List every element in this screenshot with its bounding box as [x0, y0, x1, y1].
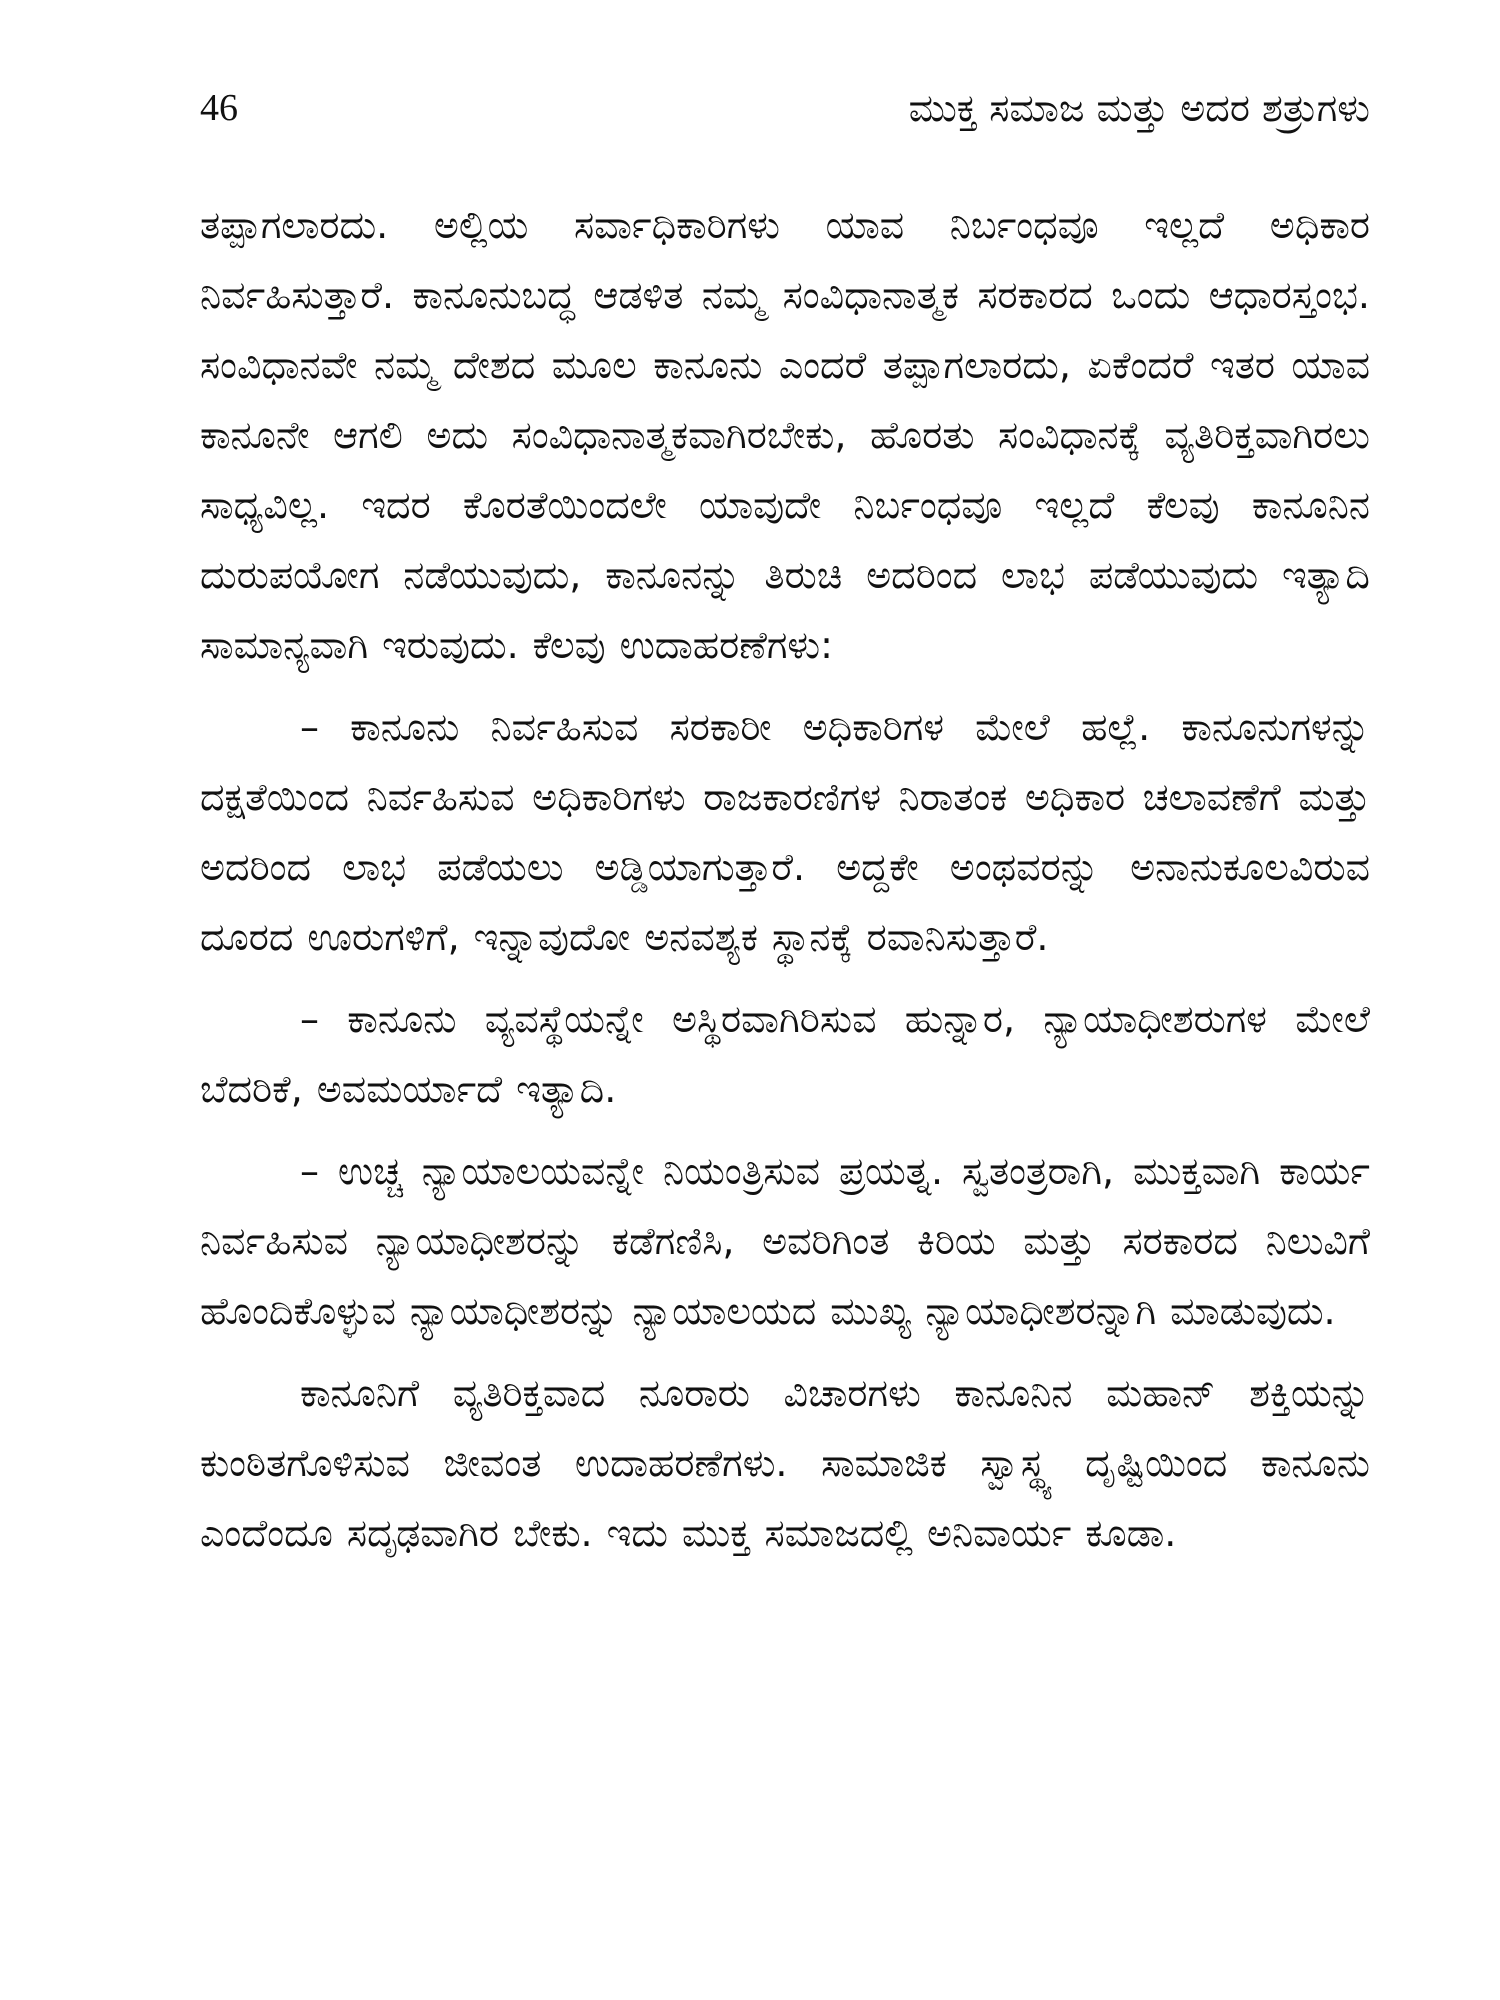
paragraph-conclusion: ಕಾನೂನಿಗೆ ವ್ಯತಿರಿಕ್ತವಾದ ನೂರಾರು ವಿಚಾರಗಳು ಕಾನೂನಿನ ಮಹಾನ್ ಶಕ್ತಿಯನ್ನು ಕುಂಠಿತಗೊಳಿಸುವ ಜೀವಂತ ಉದಾಹರಣೆಗಳು. ಸಾಮಾಜಿಕ ಸ್ವಾಸ್ಥ್ಯ ದೃಷ್ಟಿಯಿಂದ ಕಾನೂನು ಎಂದೆಂದೂ ಸದೃಢವಾಗಿರ ಬೇಕು. ಇದು ಮುಕ್ತ ಸಮಾಜದಲ್ಲಿ ಅನಿವಾರ್ಯ ಕೂಡಾ.: [200, 1371, 1370, 1555]
book-title: ಮುಕ್ತ ಸಮಾಜ ಮತ್ತು ಅದರ ಶತ್ರುಗಳು: [908, 86, 1370, 130]
page-number: 46: [200, 87, 238, 129]
paragraph-example-2: – ಕಾನೂನು ವ್ಯವಸ್ಥೆಯನ್ನೇ ಅಸ್ಥಿರವಾಗಿರಿಸುವ ಹುನ್ನಾರ, ನ್ಯಾಯಾಧೀಶರುಗಳ ಮೇಲೆ ಬೆದರಿಕೆ, ಅವಮರ್ಯಾದೆ ಇತ್ಯಾದಿ.: [200, 997, 1370, 1111]
running-header: [200, 80, 1370, 140]
body-text: [200, 190, 1370, 1580]
paragraph-example-1: – ಕಾನೂನು ನಿರ್ವಹಿಸುವ ಸರಕಾರೀ ಅಧಿಕಾರಿಗಳ ಮೇಲೆ ಹಲ್ಲೆ. ಕಾನೂನುಗಳನ್ನು ದಕ್ಷತೆಯಿಂದ ನಿರ್ವಹಿಸುವ ಅಧಿಕಾರಿಗಳು ರಾಜಕಾರಣಿಗಳ ನಿರಾತಂಕ ಅಧಿಕಾರ ಚಲಾವಣೆಗೆ ಮತ್ತು ಅದರಿಂದ ಲಾಭ ಪಡೆಯಲು ಅಡ್ಡಿಯಾಗುತ್ತಾರೆ. ಅದ್ದಕೇ ಅಂಥವರನ್ನು ಅನಾನುಕೂಲವಿರುವ ದೂರದ ಊರುಗಳಿಗೆ, ಇನ್ನಾವುದೋ ಅನವಶ್ಯಕ ಸ್ಥಾನಕ್ಕೆ ರವಾನಿಸುತ್ತಾರೆ.: [200, 705, 1370, 959]
paragraph-intro: ತಪ್ಪಾಗಲಾರದು. ಅಲ್ಲಿಯ ಸರ್ವಾಧಿಕಾರಿಗಳು ಯಾವ ನಿರ್ಬಂಧವೂ ಇಲ್ಲದೆ ಅಧಿಕಾರ ನಿರ್ವಹಿಸುತ್ತಾರೆ. ಕಾನೂನುಬದ್ಧ ಆಡಳಿತ ನಮ್ಮ ಸಂವಿಧಾನಾತ್ಮಕ ಸರಕಾರದ ಒಂದು ಆಧಾರಸ್ತಂಭ. ಸಂವಿಧಾನವೇ ನಮ್ಮ ದೇಶದ ಮೂಲ ಕಾನೂನು ಎಂದರೆ ತಪ್ಪಾಗಲಾರದು, ಏಕೆಂದರೆ ಇತರ ಯಾವ ಕಾನೂನೇ ಆಗಲಿ ಅದು ಸಂವಿಧಾನಾತ್ಮಕವಾಗಿರಬೇಕು, ಹೊರತು ಸಂವಿಧಾನಕ್ಕೆ ವ್ಯತಿರಿಕ್ತವಾಗಿರಲು ಸಾಧ್ಯವಿಲ್ಲ. ಇದರ ಕೊರತೆಯಿಂದಲೇ ಯಾವುದೇ ನಿರ್ಬಂಧವೂ ಇಲ್ಲದೆ ಕೆಲವು ಕಾನೂನಿನ ದುರುಪಯೋಗ ನಡೆಯುವುದು, ಕಾನೂನನ್ನು ತಿರುಚಿ ಅದರಿಂದ ಲಾಭ ಪಡೆಯುವುದು ಇತ್ಯಾದಿ ಸಾಮಾನ್ಯವಾಗಿ ಇರುವುದು. ಕೆಲವು ಉದಾಹರಣೆಗಳು:: [200, 203, 1370, 667]
paragraph-example-3: – ಉಚ್ಚ ನ್ಯಾಯಾಲಯವನ್ನೇ ನಿಯಂತ್ರಿಸುವ ಪ್ರಯತ್ನ. ಸ್ವತಂತ್ರರಾಗಿ, ಮುಕ್ತವಾಗಿ ಕಾರ್ಯ ನಿರ್ವಹಿಸುವ ನ್ಯಾಯಾಧೀಶರನ್ನು ಕಡೆಗಣಿಸಿ, ಅವರಿಗಿಂತ ಕಿರಿಯ ಮತ್ತು ಸರಕಾರದ ನಿಲುವಿಗೆ ಹೊಂದಿಕೊಳ್ಳುವ ನ್ಯಾಯಾಧೀಶರನ್ನು ನ್ಯಾಯಾಲಯದ ಮುಖ್ಯ ನ್ಯಾಯಾಧೀಶರನ್ನಾಗಿ ಮಾಡುವುದು.: [200, 1149, 1370, 1333]
